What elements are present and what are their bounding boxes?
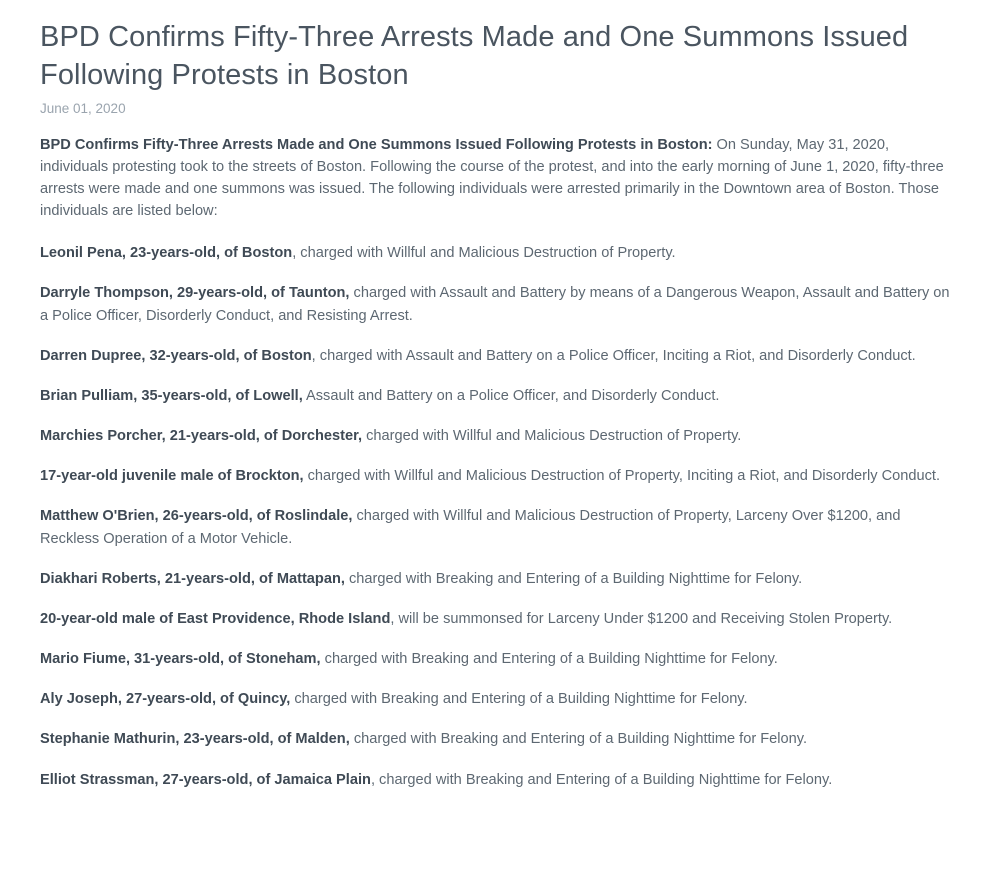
arrestee-name: Mario Fiume, 31-years-old, of Stoneham, — [40, 651, 321, 668]
arrestee-name: Brian Pulliam, 35-years-old, of Lowell, — [40, 387, 303, 404]
arrestee-name: Marchies Porcher, 21-years-old, of Dorchester, — [40, 428, 363, 445]
arrest-entry — [40, 425, 955, 447]
arrestee-charges: charged with Willful and Malicious Destruction of Property, Larceny Over $1200, and Reckless Operation of a Motor Vehicle. — [40, 508, 901, 547]
arrestee-charges: , charged with Breaking and Entering of a Building Nighttime for Felony. — [370, 771, 833, 788]
arrest-entry — [40, 688, 955, 710]
lede-paragraph — [40, 134, 955, 223]
lede-body-text: On Sunday, May 31, 2020, individuals protesting took to the streets of Boston. Following the course of the protest, and into the early morning of June 1, 2020, fifty-three arrests were made and one summons was issued. The following individuals were arrested primarily in the Downtown area of Boston. Those individuals are listed below: — [40, 136, 944, 220]
arrestee-name: Leonil Pena, 23-years-old, of Boston — [40, 245, 293, 262]
arrestee-charges: charged with Willful and Malicious Destruction of Property, Inciting a Riot, and Disorderly Conduct. — [303, 468, 941, 485]
arrest-entry — [40, 568, 955, 590]
arrest-entry — [40, 385, 955, 407]
arrestee-charges: , will be summonsed for Larceny Under $1200 and Receiving Stolen Property. — [390, 610, 893, 627]
arrestee-name: 20-year-old male of East Providence, Rhode Island — [40, 610, 391, 627]
arrest-entry — [40, 648, 955, 670]
arrestee-charges: charged with Breaking and Entering of a Building Nighttime for Felony. — [320, 651, 778, 668]
arrest-entry — [40, 608, 955, 630]
arrestee-name: Stephanie Mathurin, 23-years-old, of Malden, — [40, 731, 350, 748]
arrestee-name: 17-year-old juvenile male of Brockton, — [40, 468, 304, 485]
lede-headline-bold: BPD Confirms Fifty-Three Arrests Made and One Summons Issued Following Protests in Boston: — [40, 136, 713, 153]
page-title: BPD Confirms Fifty-Three Arrests Made and One Summons Issued Following Protests in Boston — [40, 21, 909, 92]
arrestee-charges: Assault and Battery on a Police Officer, and Disorderly Conduct. — [302, 387, 720, 404]
publish-date: June 01, 2020 — [40, 100, 126, 116]
arrestee-charges: charged with Willful and Malicious Destruction of Property. — [362, 428, 742, 445]
arrestee-charges: charged with Breaking and Entering of a Building Nighttime for Felony. — [290, 691, 748, 708]
arrest-entry — [40, 728, 955, 750]
arrest-entry — [40, 345, 955, 367]
arrestee-charges: charged with Assault and Battery by means of a Dangerous Weapon, Assault and Battery on a Police Officer, Disorderly Conduct, and Resisting Arrest. — [40, 285, 950, 324]
arrestee-charges: charged with Breaking and Entering of a Building Nighttime for Felony. — [344, 570, 803, 587]
arrestee-charges: charged with Breaking and Entering of a Building Nighttime for Felony. — [349, 731, 808, 748]
arrestee-name: Elliot Strassman, 27-years-old, of Jamaica Plain — [40, 771, 371, 788]
arrestee-charges: , charged with Willful and Malicious Destruction of Property. — [292, 245, 676, 262]
arrestee-name: Aly Joseph, 27-years-old, of Quincy, — [40, 691, 291, 708]
arrest-entry — [40, 465, 955, 487]
arrestee-name: Matthew O'Brien, 26-years-old, of Roslindale, — [40, 508, 353, 525]
arrestee-name: Diakhari Roberts, 21-years-old, of Mattapan, — [40, 570, 345, 587]
arrest-entry — [40, 282, 955, 326]
arrestee-charges: , charged with Assault and Battery on a Police Officer, Inciting a Riot, and Disorderly Conduct. — [311, 347, 916, 364]
arrestee-name: Darryle Thompson, 29-years-old, of Taunton, — [40, 285, 350, 302]
arrest-entry — [40, 505, 955, 549]
arrest-entry — [40, 769, 955, 791]
arrest-entry — [40, 242, 955, 264]
arrestee-name: Darren Dupree, 32-years-old, of Boston — [40, 347, 312, 364]
